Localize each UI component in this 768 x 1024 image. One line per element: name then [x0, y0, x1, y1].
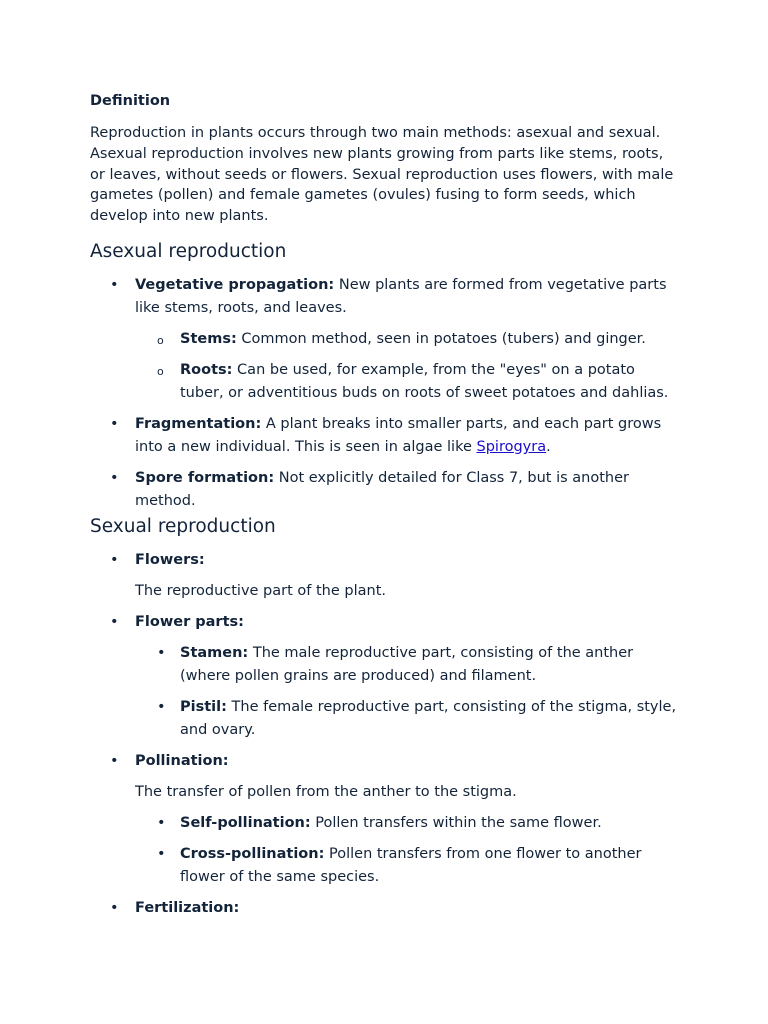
self-pollination-label: Self-pollination:: [180, 814, 311, 831]
list-item-fertilization: [90, 897, 680, 920]
pistil-label: Pistil:: [180, 698, 227, 715]
asexual-heading: Asexual reproduction: [90, 240, 287, 262]
definition-title: Definition: [90, 93, 171, 109]
flower-parts-sublist: [135, 642, 680, 742]
stamen-label: Stamen:: [180, 644, 249, 661]
sexual-list: [90, 549, 680, 920]
document-page: [90, 92, 680, 928]
vegetative-sublist: [135, 328, 680, 405]
list-item-stamen: [135, 642, 680, 688]
list-item-flower-parts: [90, 611, 680, 742]
asexual-list: [90, 274, 680, 513]
flowers-label: Flowers:: [135, 551, 205, 568]
pollination-label: Pollination:: [135, 752, 229, 769]
flower-parts-label: Flower parts:: [135, 613, 244, 630]
roots-text: Can be used, for example, from the "eyes" on a potato tuber, or adventitious buds on roots of sweet potatoes and dahlias.: [180, 361, 669, 401]
pollination-text: The transfer of pollen from the anther to the stigma.: [135, 783, 517, 800]
fragmentation-text: A plant breaks into smaller parts, and each part grows into a new individual. This is seen in algae like: [135, 415, 662, 455]
list-item-vegetative: [90, 274, 680, 405]
fertilization-label: Fertilization:: [135, 899, 240, 916]
vegetative-label: Vegetative propagation:: [135, 276, 335, 293]
spirogyra-link[interactable]: Spirogyra: [476, 438, 547, 455]
list-item-stems: [135, 328, 680, 351]
stems-label: Stems:: [180, 330, 237, 347]
pollination-sublist: [135, 812, 680, 889]
roots-label: Roots:: [180, 361, 233, 378]
list-item-flowers: [90, 549, 680, 603]
pistil-text: The female reproductive part, consisting of the stigma, style, and ovary.: [180, 698, 677, 738]
vegetative-text: New plants are formed from vegetative parts like stems, roots, and leaves.: [135, 276, 667, 316]
list-item-pistil: [135, 696, 680, 742]
flowers-text: The reproductive part of the plant.: [135, 582, 386, 599]
spore-label: Spore formation:: [135, 469, 275, 486]
self-pollination-text: Pollen transfers within the same flower.: [310, 814, 602, 831]
fragmentation-period: .: [546, 438, 551, 455]
stems-text: Common method, seen in potatoes (tubers) and ginger.: [236, 330, 646, 347]
list-item-pollination: [90, 750, 680, 889]
list-item-roots: [135, 359, 680, 405]
spore-text: Not explicitly detailed for Class 7, but is another method.: [135, 469, 629, 509]
cross-pollination-label: Cross-pollination:: [180, 845, 325, 862]
list-item-spore: [90, 467, 680, 513]
cross-pollination-text: Pollen transfers from one flower to another flower of the same species.: [180, 845, 642, 885]
sexual-heading: Sexual reproduction: [90, 515, 276, 537]
list-item-cross-pollination: [135, 843, 680, 889]
stamen-text: The male reproductive part, consisting of the anther (where pollen grains are produced) and filament.: [180, 644, 634, 684]
definition-text: Reproduction in plants occurs through two main methods: asexual and sexual. Asexual reproduction involves new plants growing from parts like stems, roots, or leaves, without seeds or flowers. Sexual reproduction uses flowers, with male gametes (pollen) and female gametes (ovules) fusing to form seeds, which develop into new plants.: [90, 125, 674, 225]
list-item-self-pollination: [135, 812, 680, 835]
list-item-fragmentation: [90, 413, 680, 459]
fragmentation-label: Fragmentation:: [135, 415, 262, 432]
